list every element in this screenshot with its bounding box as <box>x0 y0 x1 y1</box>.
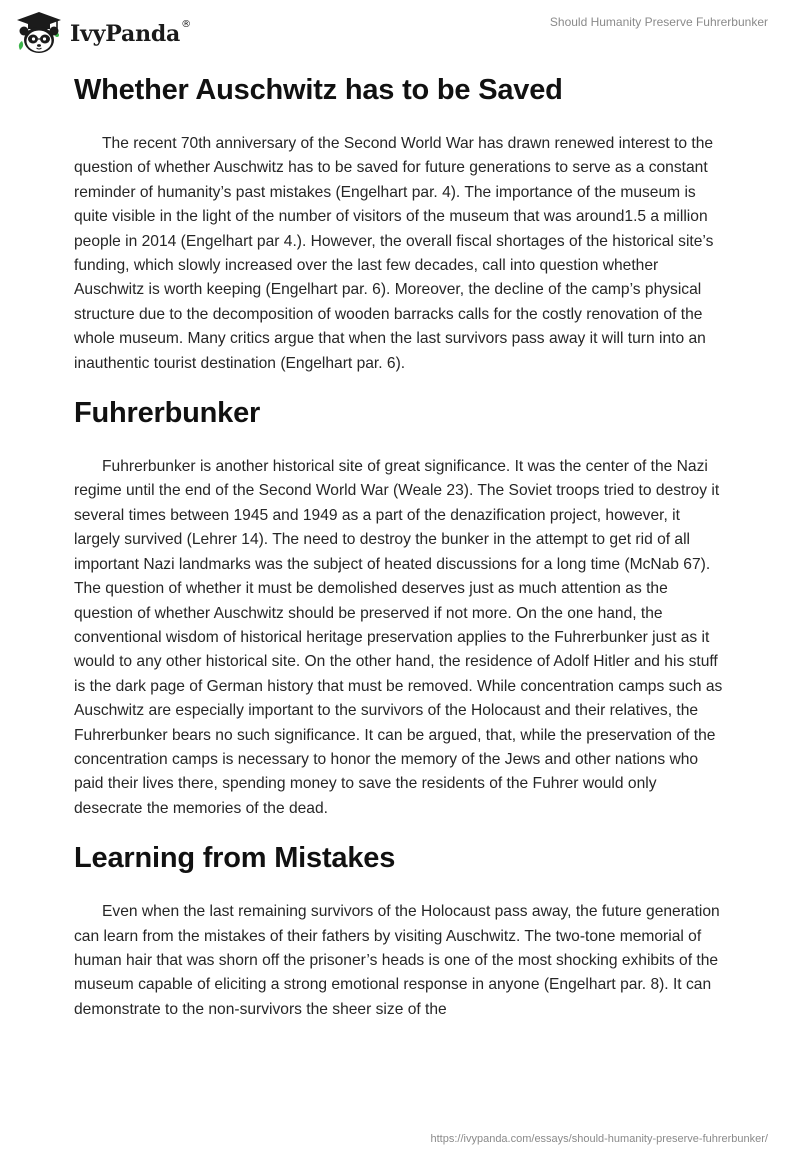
logo-text: IvyPanda <box>70 21 181 47</box>
section-heading: Learning from Mistakes <box>74 842 396 875</box>
essay-content <box>74 70 728 1022</box>
logo-wordmark <box>70 21 191 47</box>
running-title: Should Humanity Preserve Fuhrerbunker <box>549 15 768 29</box>
section-paragraph: Even when the last remaining survivors of the Holocaust pass away, the future generation can learn from the mistakes of their fathers by visiting Auschwitz. The two-tone memorial of human hair that was shorn off the prisoner’s heads is one of the most shocking exhibits of the museum capable of eliciting a strong emotional response in anyone (Engelhart par. 8). It can demonstrate to the non-survivors the sheer size of the <box>74 903 720 1018</box>
ivypanda-logo[interactable] <box>14 10 191 56</box>
section-heading: Whether Auschwitz has to be Saved <box>74 74 563 106</box>
panda-graduate-icon <box>14 10 64 56</box>
source-url[interactable]: https://ivypanda.com/essays/should-humanity-preserve-fuhrerbunker/ <box>430 1133 768 1145</box>
section-heading: Fuhrerbunker <box>74 397 261 430</box>
page-header <box>0 0 800 64</box>
section-paragraph: Fuhrerbunker is another historical site of great significance. It was the center of the Nazi regime until the end of the Second World War (Weale 23). The Soviet troops tried to destroy it several times between 1945 and 1949 as a part of the denazification project, however, it largely survived (Lehrer 14). The need to destroy the bunker in the attempt to get rid of all important Nazi landmarks was the subject of heated discussions for a long time (McNab 67). The question of whether it must be demolished deserves just as much attention as the question of whether Auschwitz should be preserved if not more. On the one hand, the conventional wisdom of historical heritage preservation applies to the Fuhrerbunker just as it would to any other historical site. On the other hand, the residence of Adolf Hitler and his stuff is the dark page of German history that must be removed. While concentration camps such as Auschwitz are especially important to the survivors of the Holocaust and their relatives, the Fuhrerbunker bears no such significance. It can be argued, that, while the preservation of the concentration camps is necessary to honor the memory of the Jews and other nations who paid their lives there, spending money to save the residents of the Fuhrer would only desecrate the memories of the dead. <box>74 458 723 817</box>
section-paragraph: The recent 70th anniversary of the Second World War has drawn renewed interest to the question of whether Auschwitz has to be saved for future generations to serve as a constant reminder of humanity’s past mistakes (Engelhart par. 4). The importance of the museum is quite visible in the light of the number of visitors of the museum that was around1.5 a million people in 2014 (Engelhart par 4.). However, the overall fiscal shortages of the historical site’s funding, which slowly increased over the last few decades, call into question whether Auschwitz is worth keeping (Engelhart par. 6). Moreover, the decline of the camp’s physical structure due to the decomposition of wooden barracks calls for the costly renovation of the whole museum. Many critics argue that when the last survivors pass away it will turn into an inauthentic tourist destination (Engelhart par. 6). <box>74 135 714 372</box>
registered-mark: ® <box>181 19 191 30</box>
